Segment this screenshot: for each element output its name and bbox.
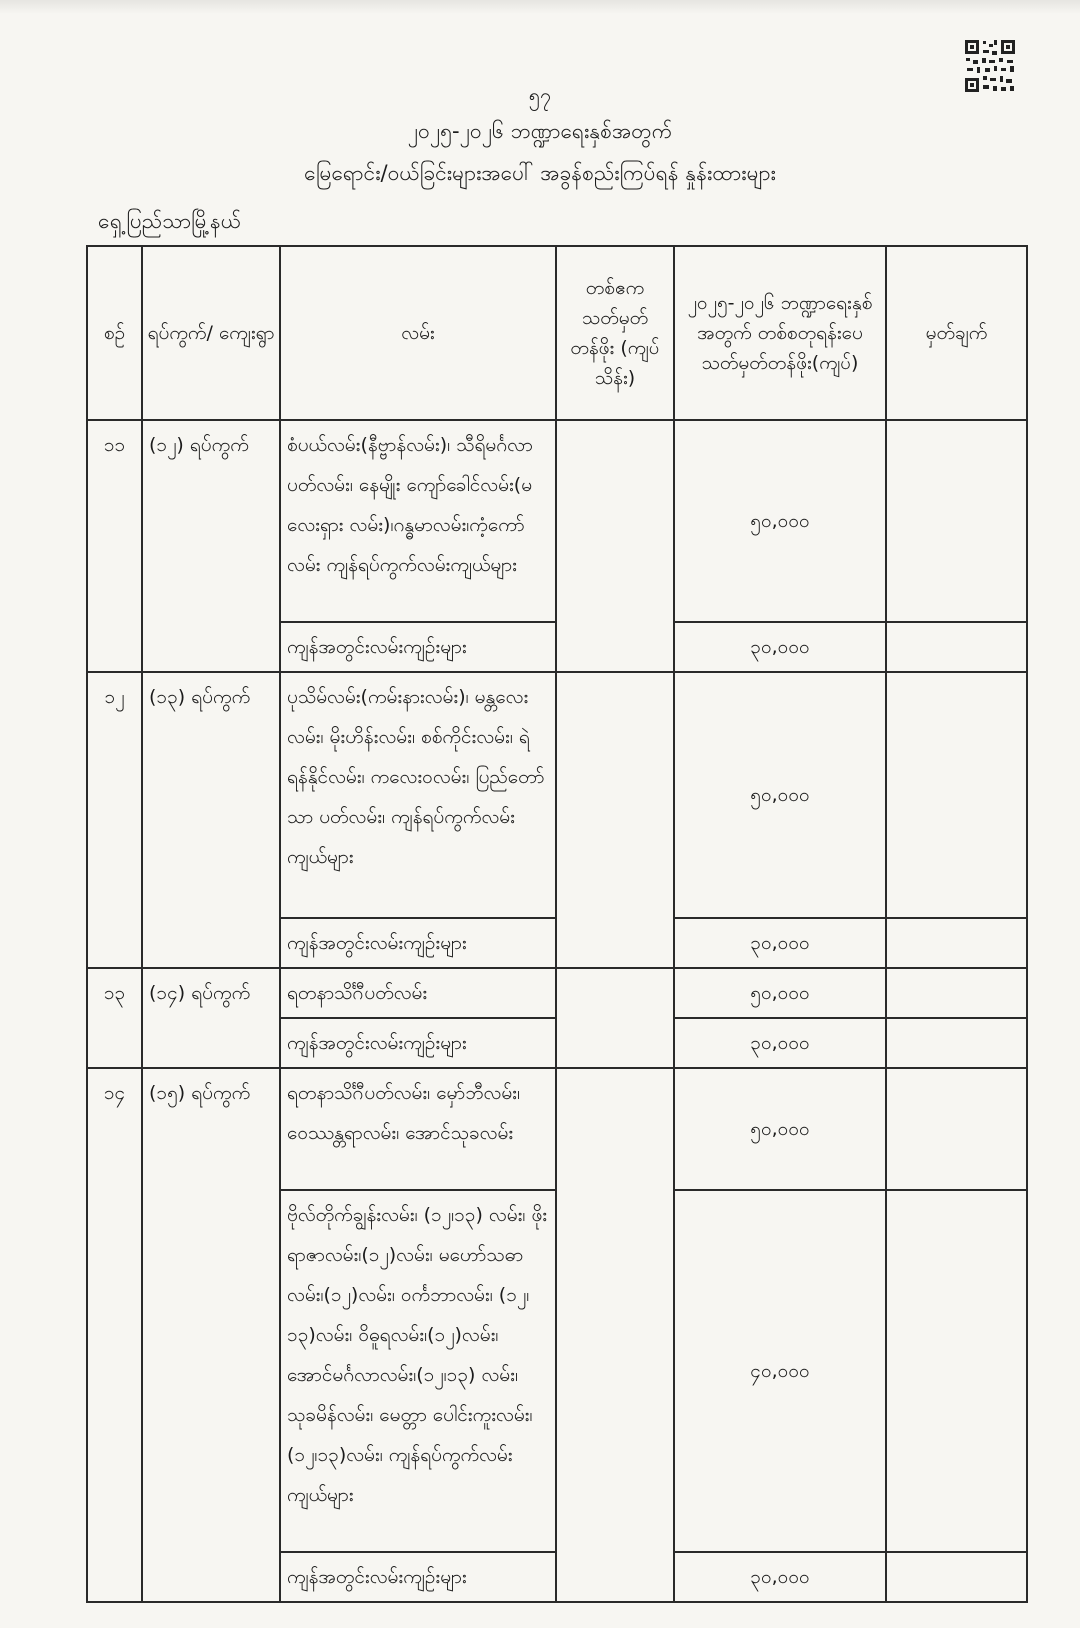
rate-value: ၅၀,၀၀၀ — [674, 968, 886, 1018]
page-number: ၅၇ — [528, 83, 552, 107]
scan-edge — [0, 0, 1080, 14]
rate-value: ၄၀,၀၀၀ — [674, 1190, 886, 1552]
header-serial: စဉ် — [87, 246, 142, 420]
header-prev-rate: တစ်ဧက သတ်မှတ် တန်ဖိုး (ကျပ်သိန်း) — [556, 246, 674, 420]
remarks-cell — [886, 1190, 1027, 1552]
remarks-cell — [886, 918, 1027, 968]
rate-value: ၃၀,၀၀၀ — [674, 1018, 886, 1068]
remarks-cell — [886, 1552, 1027, 1602]
remarks-cell — [886, 1068, 1027, 1190]
header-ward: ရပ်ကွက်/ ကျေးရွာ — [142, 246, 280, 420]
street-cell: ကျန်အတွင်းလမ်းကျဉ်းများ — [280, 622, 556, 672]
remarks-cell — [886, 420, 1027, 622]
table-row — [87, 968, 1027, 1018]
table-row — [87, 420, 1027, 622]
rate-value: ၃၀,၀၀၀ — [674, 622, 886, 672]
prev-rate-cell — [556, 672, 674, 968]
prev-rate-cell — [556, 968, 674, 1068]
street-cell: ရတနာသိင်္ဂီပတ်လမ်း၊ မှော်ဘီလမ်း၊ ဝေဿန္တရာလမ်း၊ အောင်သုခလမ်း — [280, 1068, 556, 1190]
street-cell: ရတနာသိင်္ဂီပတ်လမ်း — [280, 968, 556, 1018]
serial-cell: ၁၁ — [87, 420, 142, 672]
table-row — [87, 1068, 1027, 1190]
remarks-cell — [886, 1018, 1027, 1068]
rate-value: ၅၀,၀၀၀ — [674, 1068, 886, 1190]
page-subtitle: မြေရောင်း/ဝယ်ခြင်းများအပေါ် အခွန်စည်းကြပ်ရန် နှုန်းထားများ — [304, 161, 776, 185]
street-cell: ဗိုလ်တိုက်ချွန်းလမ်း၊ (၁၂၊၁၃) လမ်း၊ ဖိုးရာဇာလမ်း၊(၁၂)လမ်း၊ မဟော်သဓာလမ်း၊(၁၂)လမ်း၊ ဝင်္ကဘာလမ်း၊ (၁၂၊၁၃)လမ်း၊ ဝိဓူရလမ်း၊(၁၂)လမ်း၊ အောင်မင်္ဂလာလမ်း၊(၁၂၊၁၃) လမ်း၊ သုခမိန်လမ်း၊ မေတ္တာ ပေါင်းကူးလမ်း၊ (၁၂၊၁၃)လမ်း၊ ကျန်ရပ်ကွက်လမ်းကျယ်များ — [280, 1190, 556, 1552]
ward-cell: (၁၅) ရပ်ကွက် — [142, 1068, 280, 1602]
rate-value: ၃၀,၀၀၀ — [674, 918, 886, 968]
ward-cell: (၁၃) ရပ်ကွက် — [142, 672, 280, 968]
rate-value: ၅၀,၀၀၀ — [674, 420, 886, 622]
serial-cell: ၁၂ — [87, 672, 142, 968]
header-new-rate: ၂၀၂၅-၂၀၂၆ ဘဏ္ဍာရေးနှစ်အတွက် တစ်စတုရန်းပေ သတ်မှတ်တန်ဖိုး(ကျပ်) — [674, 246, 886, 420]
remarks-cell — [886, 622, 1027, 672]
street-cell: ကျန်အတွင်းလမ်းကျဉ်းများ — [280, 1552, 556, 1602]
street-cell: စံပယ်လမ်း(နီဗ္ဗာန်လမ်း)၊ သီရိမင်္ဂလာပတ်လမ်း၊ နေမျိုး ကျော်ခေါင်လမ်း(မလေးရှား လမ်း)၊ဂန္ဓမာလမ်း၊ကံ့ကော်လမ်း ကျန်ရပ်ကွက်လမ်းကျယ်များ — [280, 420, 556, 622]
serial-cell: ၁၃ — [87, 968, 142, 1068]
prev-rate-cell — [556, 420, 674, 672]
rate-value: ၅၀,၀၀၀ — [674, 672, 886, 918]
remarks-cell — [886, 968, 1027, 1018]
ward-cell: (၁၄) ရပ်ကွက် — [142, 968, 280, 1068]
remarks-cell — [886, 672, 1027, 918]
page-title: ၂၀၂၅-၂၀၂၆ ဘဏ္ဍာရေးနှစ်အတွက် — [407, 119, 673, 143]
table-header-row — [87, 246, 1027, 420]
rate-table — [86, 245, 1028, 1603]
table-row — [87, 672, 1027, 918]
rate-value: ၃၀,၀၀၀ — [674, 1552, 886, 1602]
header-street: လမ်း — [280, 246, 556, 420]
street-cell: ပုသိမ်လမ်း(ကမ်းနားလမ်း)၊ မန္တလေးလမ်း၊ မိုးဟိန်းလမ်း၊ စစ်ကိုင်းလမ်း၊ ရဲရန်နိုင်လမ်း၊ ကလေးဝလမ်း၊ ပြည်တော်သာ ပတ်လမ်း၊ ကျန်ရပ်ကွက်လမ်း ကျယ်များ — [280, 672, 556, 918]
header-remarks: မှတ်ချက် — [886, 246, 1027, 420]
serial-cell: ၁၄ — [87, 1068, 142, 1602]
township-label: ရှေ့ပြည်သာမြို့နယ် — [98, 209, 242, 233]
street-cell: ကျန်အတွင်းလမ်းကျဉ်းများ — [280, 918, 556, 968]
prev-rate-cell — [556, 1068, 674, 1602]
ward-cell: (၁၂) ရပ်ကွက် — [142, 420, 280, 672]
street-cell: ကျန်အတွင်းလမ်းကျဉ်းများ — [280, 1018, 556, 1068]
